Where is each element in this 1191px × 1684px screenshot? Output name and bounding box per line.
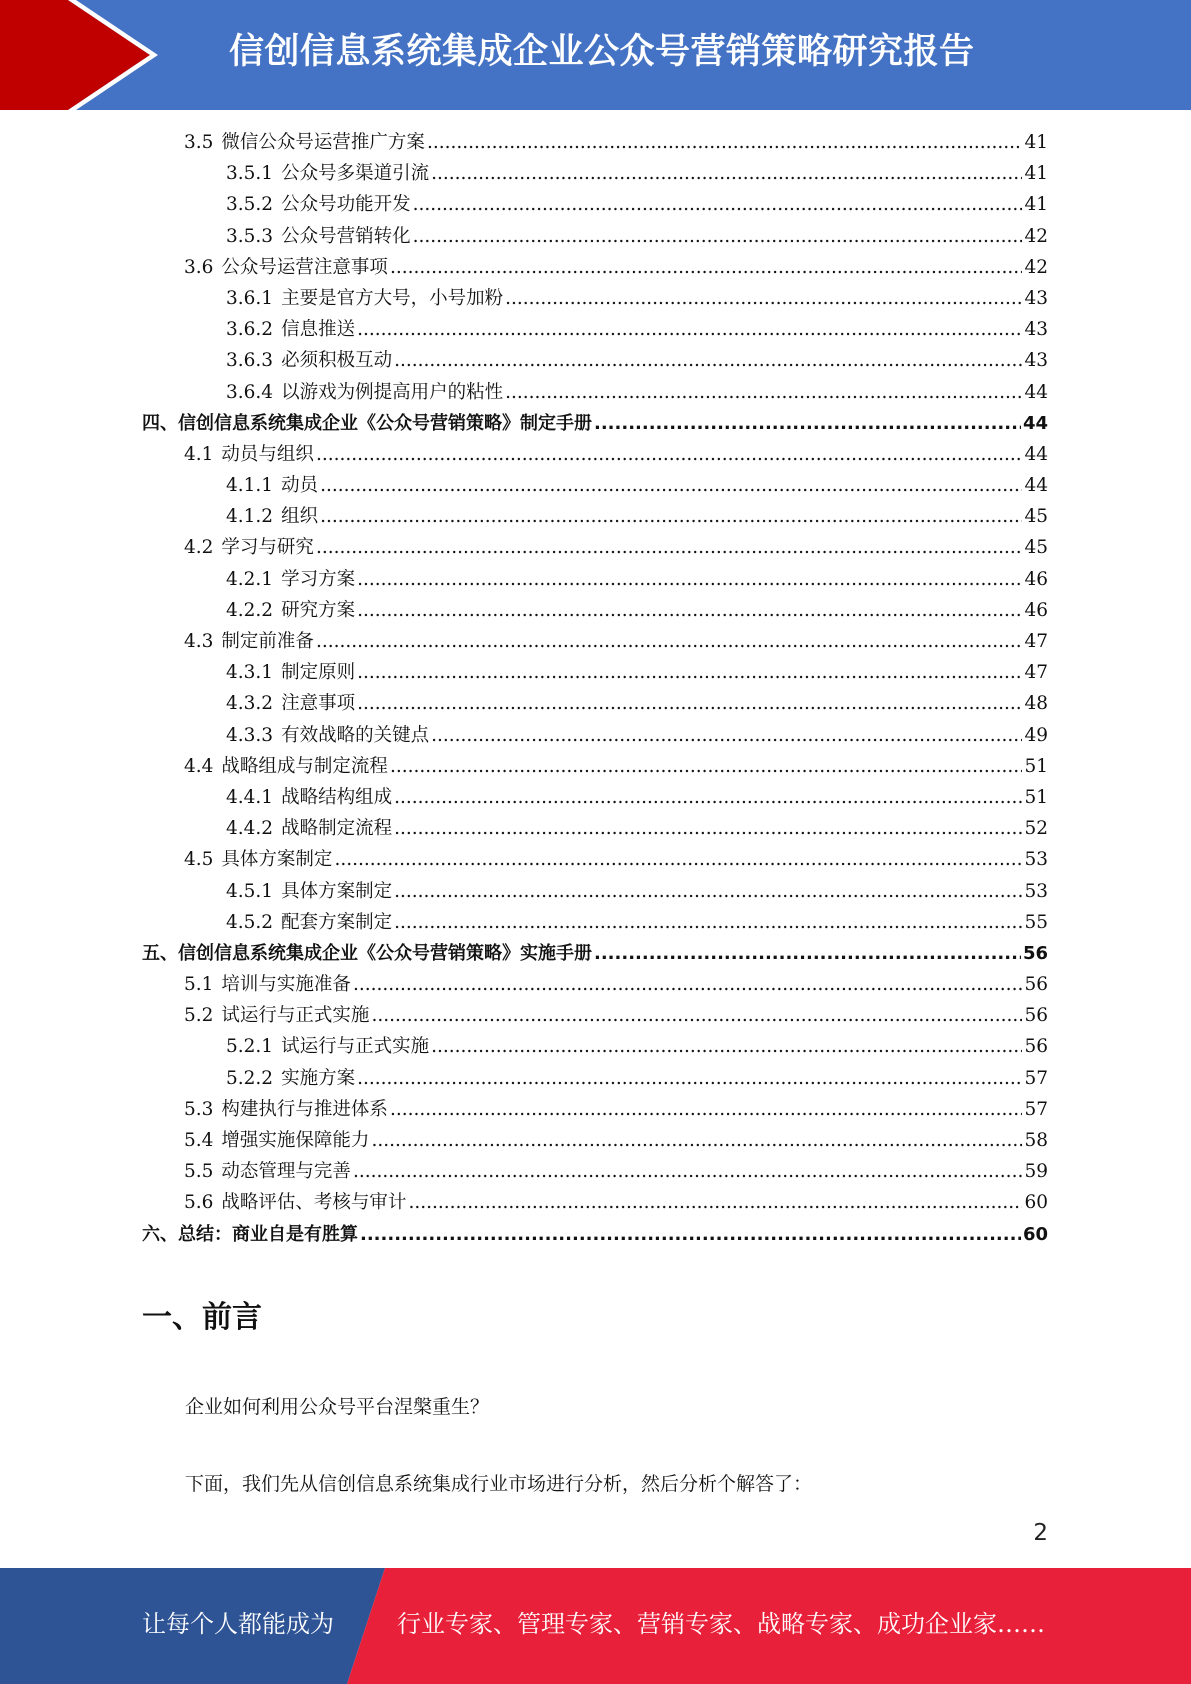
toc-entry-number: 4.5 [184,849,214,871]
page-header [0,0,1191,110]
toc-leader-dots [390,1094,1023,1125]
toc-entry[interactable] [0,907,1191,938]
toc-entry-title [184,127,425,158]
toc-entry-title [226,283,503,314]
toc-entry-text: 主要是官方大号，小号加粉 [281,287,504,309]
toc-entry-text: 以游戏为例提高用户的粘性 [281,381,504,403]
toc-entry-text: 具体方案制定 [281,880,393,902]
toc-leader-dots [394,876,1022,907]
toc-leader-dots [320,501,1022,532]
toc-leader-dots [316,532,1023,563]
toc-entry-title [184,969,351,1000]
toc-entry-title [226,314,355,345]
toc-leader-dots [427,127,1023,158]
toc-entry[interactable] [0,1063,1191,1094]
toc-leader-dots [505,283,1022,314]
toc-entry-number: 4.3.2 [226,693,274,715]
toc-entry[interactable] [0,564,1191,595]
body-paragraph-1: 企业如何利用公众号平台涅槃重生？ [185,1396,490,1418]
toc-leader-dots [505,377,1022,408]
page-footer [0,1568,1191,1684]
toc-entry-page: 41 [1024,194,1048,216]
toc-entry[interactable] [0,844,1191,875]
toc-entry-page: 47 [1024,662,1048,684]
toc-entry-number: 3.6.4 [226,381,274,403]
toc-entry[interactable] [0,501,1191,532]
toc-entry-text: 六、总结：商业自是有胜算 [142,1223,358,1245]
toc-entry[interactable] [0,657,1191,688]
toc-leader-dots [316,439,1023,470]
toc-entry-page: 43 [1024,287,1048,309]
toc-leader-dots [316,626,1023,657]
toc-entry-title [184,1000,369,1031]
toc-entry-number: 4.2.2 [226,599,274,621]
toc-leader-dots [390,751,1023,782]
toc-entry-text: 培训与实施准备 [221,974,351,996]
toc-entry[interactable] [0,252,1191,283]
toc-entry-page: 41 [1024,163,1048,185]
toc-entry[interactable] [0,1219,1191,1250]
toc-leader-dots [594,408,1021,439]
toc-entry-number: 5.4 [184,1130,214,1151]
toc-entry-number: 4.1.1 [226,475,274,497]
toc-leader-dots [413,221,1023,252]
toc-entry-page: 46 [1024,568,1048,590]
toc-entry-page: 56 [1024,974,1048,996]
toc-entry[interactable] [0,283,1191,314]
toc-leader-dots [353,969,1023,1000]
toc-leader-dots [357,688,1022,719]
toc-entry-number: 5.1 [184,974,214,996]
toc-entry-title [184,751,388,782]
toc-entry-number: 3.5.3 [226,225,274,247]
toc-entry[interactable] [0,470,1191,501]
toc-entry-text: 公众号多渠道引流 [281,163,430,185]
toc-entry-title [184,1094,388,1125]
toc-entry-title [142,408,592,439]
toc-entry[interactable] [0,1000,1191,1031]
footer-slogan-right: 行业专家、管理专家、营销专家、战略专家、成功企业家…… [397,1610,1045,1638]
toc-entry-page: 51 [1024,755,1048,777]
toc-entry[interactable] [0,221,1191,252]
toc-entry-text: 注意事项 [281,693,356,715]
toc-entry-title [226,158,429,189]
toc-leader-dots [357,657,1022,688]
toc-entry-text: 动员 [281,475,319,497]
toc-entry-title [226,657,355,688]
toc-entry-title [184,439,314,470]
toc-leader-dots [357,1063,1022,1094]
toc-entry-page: 42 [1024,256,1048,278]
toc-leader-dots [394,782,1022,813]
toc-leader-dots [353,1156,1023,1187]
toc-entry[interactable] [0,532,1191,563]
toc-entry-title [226,688,355,719]
toc-entry[interactable] [0,1125,1191,1156]
toc-entry-title [226,876,392,907]
toc-entry-title [184,532,314,563]
toc-entry-number: 5.2 [184,1005,214,1027]
toc-entry[interactable] [0,876,1191,907]
toc-entry-page: 57 [1024,1067,1048,1089]
toc-entry-number: 4.3.3 [226,724,274,746]
toc-entry-title [226,1063,355,1094]
toc-entry-number: 4.2.1 [226,568,274,590]
toc-entry-number: 3.6 [184,256,214,278]
toc-leader-dots [394,813,1022,844]
toc-entry-page: 45 [1024,537,1048,559]
toc-entry-number: 4.2 [184,537,214,559]
toc-entry-page: 52 [1024,818,1048,840]
toc-leader-dots [371,1125,1022,1156]
toc-entry-title [226,813,392,844]
toc-entry-text: 公众号营销转化 [281,225,411,247]
toc-entry[interactable] [0,813,1191,844]
toc-entry-title [184,626,314,657]
toc-entry-number: 3.6.2 [226,319,274,341]
toc-entry-title [184,1125,369,1156]
document-title: 信创信息系统集成企业公众号营销策略研究报告 [229,32,975,72]
page-number: 2 [1033,1520,1048,1546]
toc-entry-number: 4.4.1 [226,786,274,808]
toc-entry-page: 49 [1024,724,1048,746]
toc-entry-page: 44 [1024,475,1048,497]
toc-entry-page: 55 [1024,911,1048,933]
toc-entry-number: 3.5 [184,132,214,153]
toc-leader-dots [408,1187,1022,1218]
toc-entry-text: 公众号运营注意事项 [221,256,388,278]
toc-entry[interactable] [0,408,1191,439]
toc-entry-title [226,377,503,408]
toc-entry[interactable] [0,595,1191,626]
toc-leader-dots [431,1031,1022,1062]
toc-entry-text: 必须积极互动 [281,350,393,372]
toc-entry[interactable] [0,127,1191,158]
toc-entry-title [226,720,429,751]
toc-entry[interactable] [0,1094,1191,1125]
toc-entry-page: 41 [1024,132,1048,153]
toc-entry-page: 56 [1022,942,1048,964]
toc-entry-text: 具体方案制定 [221,849,333,871]
toc-entry-number: 4.5.1 [226,880,274,902]
toc-entry-title [226,595,355,626]
toc-entry-text: 配套方案制定 [281,911,393,933]
toc-entry-number: 3.5.1 [226,163,274,185]
section-heading: 一、前言 [142,1300,262,1335]
toc-entry-text: 制定原则 [281,662,356,684]
toc-entry-page: 43 [1024,319,1048,341]
toc-leader-dots [394,907,1022,938]
toc-entry[interactable] [0,1187,1191,1218]
toc-leader-dots [357,564,1022,595]
toc-entry-text: 动员与组织 [221,443,314,465]
table-of-contents [0,127,1191,1250]
toc-entry[interactable] [0,314,1191,345]
toc-entry-page: 44 [1022,412,1048,434]
toc-entry-text: 战略制定流程 [281,818,393,840]
toc-entry-page: 60 [1022,1223,1048,1245]
toc-leader-dots [357,314,1022,345]
toc-entry-number: 3.6.3 [226,350,274,372]
toc-entry[interactable] [0,345,1191,376]
toc-entry-title [184,1156,351,1187]
toc-entry-text: 五、信创信息系统集成企业《公众号营销策略》实施手册 [142,942,592,964]
toc-entry-page: 57 [1024,1098,1048,1120]
toc-entry-number: 4.4 [184,755,214,777]
toc-entry-title [142,1219,358,1250]
toc-entry[interactable] [0,751,1191,782]
toc-entry-page: 47 [1024,631,1048,652]
toc-leader-dots [357,595,1022,626]
toc-entry-title [226,345,392,376]
toc-entry[interactable] [0,626,1191,657]
toc-entry-page: 56 [1024,1005,1048,1027]
toc-entry-page: 45 [1024,506,1048,528]
toc-entry-text: 实施方案 [281,1067,356,1089]
header-arrow-decoration [0,0,160,110]
toc-entry-number: 5.2.1 [226,1036,274,1058]
toc-entry-title [226,564,355,595]
toc-leader-dots [394,345,1022,376]
toc-entry-page: 44 [1024,381,1048,403]
toc-leader-dots [594,938,1021,969]
toc-entry-text: 组织 [281,506,319,528]
toc-entry-text: 信息推送 [281,319,356,341]
toc-entry-title [226,221,411,252]
toc-entry-number: 4.1 [184,443,214,465]
toc-entry-text: 学习与研究 [221,537,314,559]
toc-entry-title [226,1031,429,1062]
toc-leader-dots [334,844,1022,875]
toc-entry-text: 制定前准备 [221,631,314,652]
toc-entry-text: 战略评估、考核与审计 [221,1192,407,1214]
toc-leader-dots [371,1000,1022,1031]
toc-entry-title [226,907,392,938]
toc-entry-number: 5.5 [184,1161,214,1183]
toc-entry-title [226,782,392,813]
toc-entry-text: 学习方案 [281,568,356,590]
toc-entry-title [226,189,411,220]
toc-entry-number: 5.3 [184,1098,214,1120]
toc-entry-page: 48 [1024,693,1048,715]
toc-leader-dots [360,1219,1021,1250]
toc-entry-number: 3.6.1 [226,287,274,309]
toc-entry[interactable] [0,189,1191,220]
toc-entry-page: 43 [1024,350,1048,372]
toc-entry-text: 四、信创信息系统集成企业《公众号营销策略》制定手册 [142,412,592,434]
toc-entry-number: 4.4.2 [226,818,274,840]
toc-entry-text: 研究方案 [281,599,356,621]
toc-entry-title [184,1187,406,1218]
footer-slogan-left: 让每个人都能成为 [142,1610,334,1638]
toc-entry-page: 44 [1024,443,1048,465]
toc-leader-dots [431,720,1022,751]
toc-leader-dots [431,158,1022,189]
toc-entry-number: 3.5.2 [226,194,274,216]
toc-entry-text: 增强实施保障能力 [221,1130,370,1151]
toc-entry-title [142,938,592,969]
toc-entry-number: 4.1.2 [226,506,274,528]
toc-entry-title [226,501,318,532]
body-paragraph-2: 下面，我们先从信创信息系统集成行业市场进行分析，然后分析个解答了： [185,1473,813,1495]
toc-entry-text: 公众号功能开发 [281,194,411,216]
toc-entry-text: 战略组成与制定流程 [221,755,388,777]
toc-entry[interactable] [0,1156,1191,1187]
toc-leader-dots [413,189,1023,220]
toc-entry-text: 试运行与正式实施 [221,1005,370,1027]
toc-entry-page: 56 [1024,1036,1048,1058]
toc-entry[interactable] [0,688,1191,719]
toc-entry[interactable] [0,439,1191,470]
toc-entry-number: 4.5.2 [226,911,274,933]
toc-entry-text: 试运行与正式实施 [281,1036,430,1058]
toc-entry-text: 微信公众号运营推广方案 [221,132,425,153]
toc-entry-title [184,252,388,283]
toc-entry-page: 53 [1024,849,1048,871]
toc-entry-text: 构建执行与推进体系 [221,1098,388,1120]
toc-entry-page: 59 [1024,1161,1048,1183]
toc-entry-title [226,470,318,501]
toc-entry-text: 战略结构组成 [281,786,393,808]
toc-entry-page: 60 [1024,1192,1048,1214]
toc-entry[interactable] [0,782,1191,813]
toc-entry-text: 动态管理与完善 [221,1161,351,1183]
toc-entry[interactable] [0,377,1191,408]
toc-entry-page: 58 [1024,1130,1048,1151]
toc-entry-title [184,844,332,875]
toc-entry-page: 51 [1024,786,1048,808]
toc-entry-page: 42 [1024,225,1048,247]
toc-entry[interactable] [0,1031,1191,1062]
toc-entry[interactable] [0,938,1191,969]
toc-entry-number: 4.3 [184,631,214,652]
toc-entry[interactable] [0,158,1191,189]
toc-leader-dots [320,470,1022,501]
toc-entry-number: 5.2.2 [226,1067,274,1089]
toc-entry[interactable] [0,969,1191,1000]
toc-entry-page: 53 [1024,880,1048,902]
toc-entry-number: 5.6 [184,1192,214,1214]
toc-leader-dots [390,252,1023,283]
toc-entry-page: 46 [1024,599,1048,621]
toc-entry-text: 有效战略的关键点 [281,724,430,746]
toc-entry[interactable] [0,720,1191,751]
toc-entry-number: 4.3.1 [226,662,274,684]
